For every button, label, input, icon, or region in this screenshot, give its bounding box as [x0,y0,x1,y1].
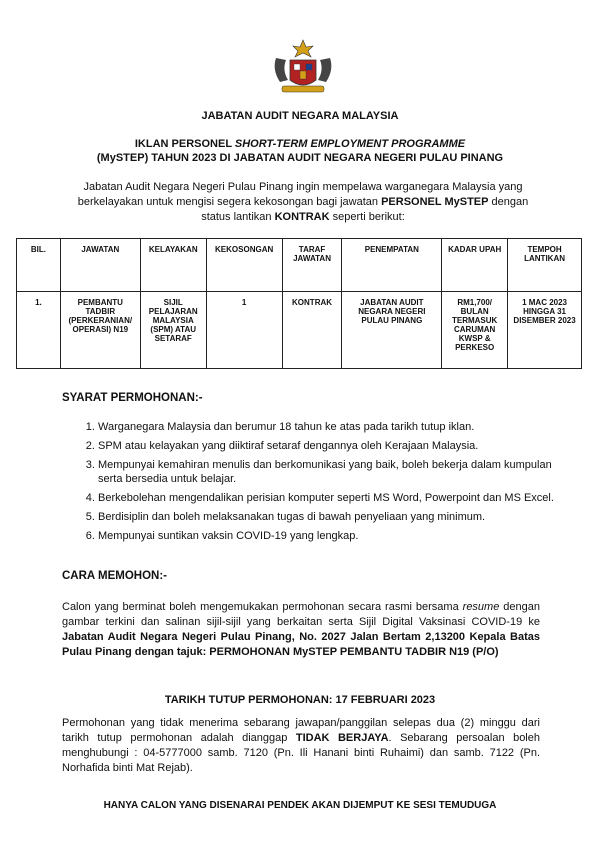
intro-status: KONTRAK [274,211,330,223]
notice-contact: . Sebarang persoalan boleh menghubungi : 04-5777000 samb. 7120 (Pn. Ili Hanani binti Ruhaimi) dan samb. 7122 (Pn. Norhafida binti Mat Rejab). [62,732,540,774]
table-header-cell: KEKOSONGAN [206,239,282,292]
notice-unsuccessful: TIDAK BERJAYA [295,732,389,744]
intro-paragraph [68,180,538,225]
list-item: 6. Mempunyai suntikan vaksin COVID-19 yang lengkap. [98,529,570,543]
table-header-row [17,239,582,292]
list-item: 1. Warganegara Malaysia dan berumur 18 tahun ke atas pada tarikh tutup iklan. [98,420,570,434]
table-cell-kadar: RM1,700/ BULAN TERMASUK CARUMAN KWSP & PERKESO [442,292,508,369]
table-cell-taraf: KONTRAK [282,292,342,369]
apply-resume: resume [462,601,500,613]
table-cell-jawatan: PEMBANTU TADBIR (PERKERANIAN/ OPERASI) N19 [60,292,140,369]
table-row [17,292,582,369]
table-cell-tempoh: 1 MAC 2023 HINGGA 31 DISEMBER 2023 [508,292,582,369]
table-cell-kelayakan: SIJIL PELAJARAN MALAYSIA (SPM) ATAU SETARAF [140,292,206,369]
closing-date: TARIKH TUTUP PERMOHONAN: 17 FEBRUARI 2023 [164,694,436,706]
table-header-cell: BIL. [17,239,61,292]
apply-heading: CARA MEMOHON:- [62,570,167,582]
apply-address: Jabatan Audit Negara Negeri Pulau Pinang, No. 2027 Jalan Bertam 2,13200 Kepala Batas Pulau Pinang dengan tajuk: PERMOHONAN MySTEP PEMBANTU TADBIR N19 (P/O) [62,631,540,658]
table-header-cell: KELAYAKAN [140,239,206,292]
department-name: JABATAN AUDIT NEGARA MALAYSIA [201,110,399,122]
ad-title-line1 [0,138,600,150]
table-cell-penempatan: JABATAN AUDIT NEGARA NEGERI PULAU PINANG [342,292,442,369]
list-item: 3. Mempunyai kemahiran menulis dan berkomunikasi yang baik, boleh bekerja dalam kumpulan serta bersedia untuk belajar. [98,458,570,486]
requirements-heading: SYARAT PERMOHONAN:- [62,392,203,404]
apply-paragraph [62,600,540,660]
table-header-cell: JAWATAN [60,239,140,292]
table-header-cell: PENEMPATAN [342,239,442,292]
ad-title-prefix: IKLAN PERSONEL [134,138,235,150]
intro-text-2: dengan status lantikan [201,196,529,223]
intro-text: Jabatan Audit Negara Negeri Pulau Pinang ingin mempelawa warganegara Malaysia yang berkelayakan untuk mengisi segera kekosongan bagi jawatan [77,181,523,208]
vacancy-table [16,238,582,369]
shortlist-notice: HANYA CALON YANG DISENARAI PENDEK AKAN DIJEMPUT KE SESI TEMUDUGA [103,800,497,811]
list-item: 2. SPM atau kelayakan yang diiktiraf setaraf dengannya oleh Kerajaan Malaysia. [98,439,570,453]
list-item: 5. Berdisiplin dan boleh melaksanakan tugas di bawah penyeliaan yang minimum. [98,510,570,524]
apply-text-2: dengan gambar terkini dan salinan sijil-sijil yang berkaitan serta Sijil Digital Vaksinasi COVID-19 ke [62,601,541,628]
ad-title-line2: (MySTEP) TAHUN 2023 DI JABATAN AUDIT NEGARA NEGERI PULAU PINANG [96,152,504,164]
table-header-cell: KADAR UPAH [442,239,508,292]
table-cell-bil: 1. [17,292,61,369]
requirements-list [80,420,570,548]
malaysia-coat-of-arms-icon [270,38,336,96]
notice-text: Permohonan yang tidak menerima sebarang jawapan/panggilan selepas dua (2) minggu dari tarikh tutup permohonan adalah dianggap [62,717,540,744]
table-header-cell: TARAF JAWATAN [282,239,342,292]
intro-text-3: seperti berikut: [329,211,405,223]
table-cell-kekosongan: 1 [206,292,282,369]
apply-text: Calon yang berminat boleh mengemukakan permohonan secara rasmi bersama [62,601,463,613]
table-header-cell: TEMPOH LANTIKAN [508,239,582,292]
notice-paragraph [62,716,540,776]
intro-position: PERSONEL MySTEP [381,196,489,208]
ad-title-programme: SHORT-TERM EMPLOYMENT PROGRAMME [234,138,466,150]
list-item: 4. Berkebolehan mengendalikan perisian komputer seperti MS Word, Powerpoint dan MS Excel. [98,491,570,505]
